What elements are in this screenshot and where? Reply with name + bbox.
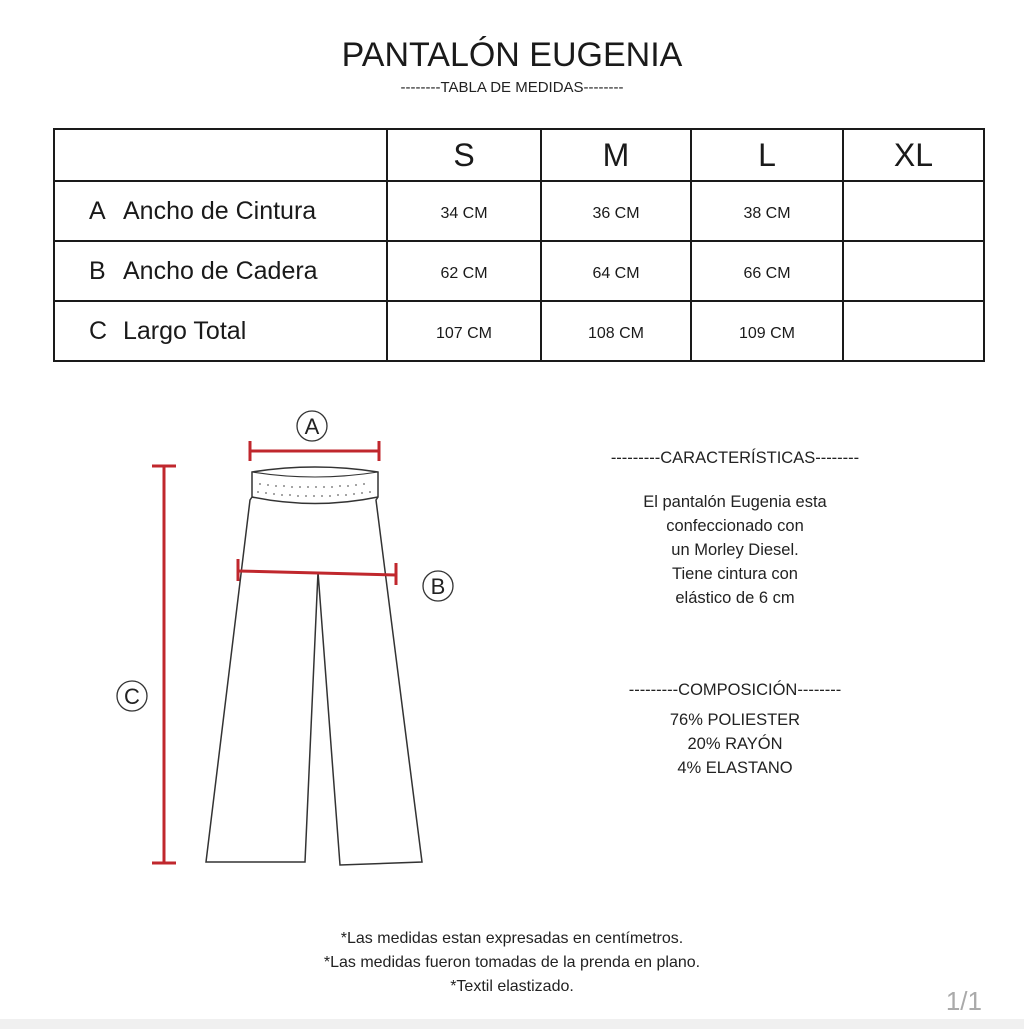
pants-diagram bbox=[100, 400, 480, 880]
size-header-xl: XL bbox=[843, 129, 984, 181]
pants-outline bbox=[206, 467, 422, 865]
cell-cadera-xl bbox=[843, 241, 984, 301]
footnote: *Textil elastizado. bbox=[450, 978, 574, 995]
footnotes bbox=[0, 927, 1024, 999]
cell-largo-l: 109 CM bbox=[691, 301, 843, 361]
cell-largo-s: 107 CM bbox=[387, 301, 541, 361]
cell-cintura-xl bbox=[843, 181, 984, 241]
caracteristicas-line: elástico de 6 cm bbox=[675, 589, 795, 607]
size-header-s: S bbox=[387, 129, 541, 181]
composicion-title: ---------COMPOSICIÓN-------- bbox=[628, 681, 842, 699]
size-header-row bbox=[54, 129, 984, 181]
marker-c-label: C bbox=[124, 684, 140, 709]
row-label-cintura bbox=[54, 181, 387, 241]
footnote: *Las medidas fueron tomadas de la prenda en plano. bbox=[323, 954, 701, 971]
marker-a-label: A bbox=[304, 414, 320, 439]
size-table bbox=[53, 128, 985, 362]
row-label-text: Ancho de Cadera bbox=[123, 256, 318, 285]
row-label-text: Ancho de Cintura bbox=[123, 196, 317, 225]
cell-cadera-m: 64 CM bbox=[541, 241, 691, 301]
page-title: PANTALÓN EUGENIA bbox=[341, 36, 683, 74]
composicion-line: 20% RAYÓN bbox=[687, 735, 783, 753]
composicion-line: 4% ELASTANO bbox=[677, 759, 793, 777]
cell-cadera-l: 66 CM bbox=[691, 241, 843, 301]
caracteristicas-line: un Morley Diesel. bbox=[671, 541, 799, 559]
composicion-line: 76% POLIESTER bbox=[669, 711, 801, 729]
measure-c-line bbox=[152, 466, 176, 863]
caracteristicas-line: Tiene cintura con bbox=[672, 565, 798, 583]
caracteristicas-line: El pantalón Eugenia esta bbox=[643, 493, 827, 511]
cell-cintura-l: 38 CM bbox=[691, 181, 843, 241]
cell-cadera-s: 62 CM bbox=[387, 241, 541, 301]
bottom-bar bbox=[0, 1019, 1024, 1029]
size-header-l: L bbox=[691, 129, 843, 181]
marker-a bbox=[297, 411, 327, 441]
marker-b bbox=[423, 571, 453, 601]
row-label-largo bbox=[54, 301, 387, 361]
table-row bbox=[54, 241, 984, 301]
table-row bbox=[54, 181, 984, 241]
caracteristicas-line: confeccionado con bbox=[666, 517, 804, 535]
caracteristicas-section bbox=[560, 446, 910, 610]
table-row bbox=[54, 301, 984, 361]
footnote: *Las medidas estan expresadas en centímetros. bbox=[340, 930, 684, 947]
row-label-text: Largo Total bbox=[123, 316, 247, 345]
size-header-empty bbox=[54, 129, 387, 181]
row-letter: A bbox=[89, 196, 106, 225]
cell-largo-m: 108 CM bbox=[541, 301, 691, 361]
cell-cintura-m: 36 CM bbox=[541, 181, 691, 241]
marker-b-label: B bbox=[430, 574, 446, 599]
marker-c bbox=[117, 681, 147, 711]
cell-largo-xl bbox=[843, 301, 984, 361]
cell-cintura-s: 34 CM bbox=[387, 181, 541, 241]
page-subtitle: --------TABLA DE MEDIDAS-------- bbox=[400, 79, 624, 96]
row-letter: B bbox=[89, 256, 106, 285]
size-header-m: M bbox=[541, 129, 691, 181]
page-indicator: 1/1 bbox=[945, 986, 982, 1016]
caracteristicas-title: ---------CARACTERÍSTICAS-------- bbox=[610, 449, 860, 467]
measure-a-line bbox=[250, 441, 379, 461]
composicion-section bbox=[560, 678, 910, 780]
row-label-cadera bbox=[54, 241, 387, 301]
row-letter: C bbox=[89, 316, 108, 345]
